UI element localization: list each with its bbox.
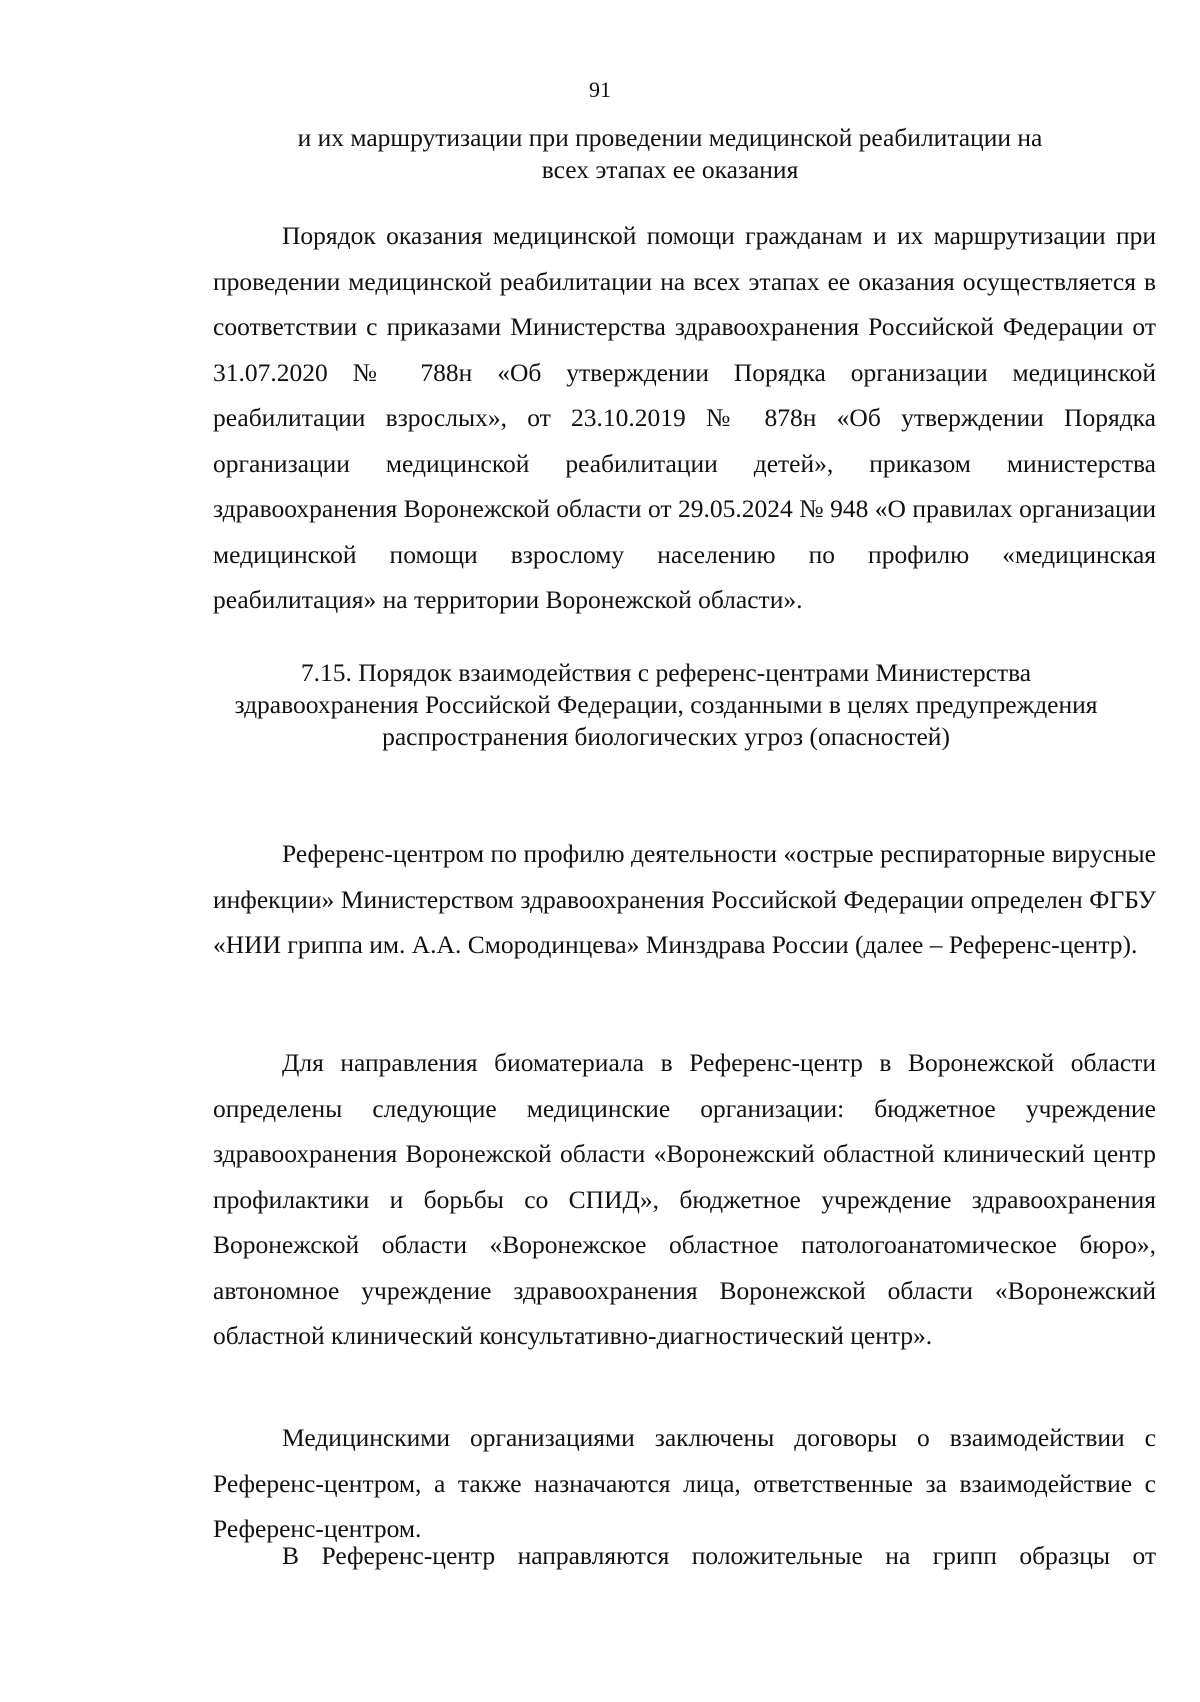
section-heading-7-15: 7.15. Порядок взаимодействия с референс-центрами Министерства здравоохранения Российской Федерации, созданными в целях предупреждения распространения биологических угроз (опасностей) <box>234 658 1098 751</box>
paragraph-samples: В Референс-центр направляются положительные на грипп образцы от <box>282 1541 1156 1570</box>
paragraph-rehabilitation-order: Порядок оказания медицинской помощи гражданам и их маршрутизации при проведении медицинской реабилитации на всех этапах ее оказания осуществляется в соответствии с приказами Министерства здравоохранения Российской Федерации от 31.07.2020 № 788н «Об утверждении Порядка организации медицинской реабилитации взрослых», от 23.10.2019 № 878н «Об утверждении Порядка организации медицинской реабилитации детей», приказом министерства здравоохранения Воронежской области от 29.05.2024 № 948 «О правилах организации медицинской помощи взрослому населению по профилю «медицинская реабилитация» на территории Воронежской области». <box>213 221 1156 614</box>
page-number: 91 <box>589 77 611 102</box>
paragraph-agreements: Медицинскими организациями заключены договоры о взаимодействии с Референс-центром, а также назначаются лица, ответственные за взаимодействие с Референс-центром. <box>213 1423 1156 1543</box>
paragraph-biomaterial-organizations: Для направления биоматериала в Референс-центр в Воронежской области определены следующие медицинские организации: бюджетное учреждение здравоохранения Воронежской области «Воронежский областной клинический центр профилактики и борьбы со СПИД», бюджетное учреждение здравоохранения Воронежской области «Воронежское областное патологоанатомическое бюро», автономное учреждение здравоохранения Воронежской области «Воронежский областной клинический консультативно-диагностический центр». <box>213 1048 1156 1350</box>
paragraph-reference-center: Референс-центром по профилю деятельности «острые респираторные вирусные инфекции» Министерством здравоохранения Российской Федерации определен ФГБУ «НИИ гриппа им. А.А. Смородинцева» Минздрава России (далее – Референс-центр). <box>213 839 1156 959</box>
section-heading-routing: и их маршрутизации при проведении медицинской реабилитации на всех этапах ее оказания <box>297 123 1043 184</box>
